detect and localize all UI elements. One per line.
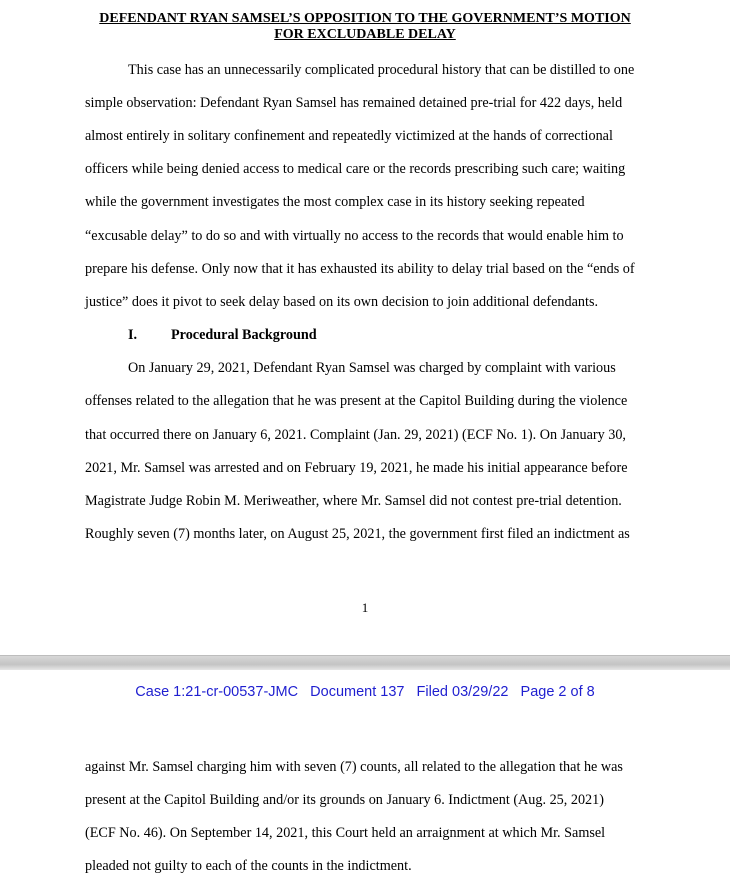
- paragraph-line: 2021, Mr. Samsel was arrested and on February 19, 2021, he made his initial appearance before: [85, 460, 628, 476]
- paragraph-line: justice” does it pivot to seek delay based on its own decision to join additional defendants.: [85, 294, 599, 310]
- page-number: 1: [361, 600, 369, 615]
- document-title-line-2: FOR EXCLUDABLE DELAY: [274, 27, 456, 42]
- paragraph-line: almost entirely in solitary confinement and repeatedly victimized at the hands of correctional: [85, 128, 613, 144]
- paragraph-line: prepare his defense. Only now that it has exhausted its ability to delay trial based on the “ends of: [85, 261, 635, 277]
- document-title-line-1: DEFENDANT RYAN SAMSEL’S OPPOSITION TO THE GOVERNMENT’S MOTION: [99, 11, 631, 26]
- paragraph-line: simple observation: Defendant Ryan Samsel has remained detained pre-trial for 422 days, held: [85, 95, 623, 111]
- paragraph-line: Magistrate Judge Robin M. Meriweather, where Mr. Samsel did not contest pre-trial detention.: [85, 493, 622, 509]
- case-header: Case 1:21-cr-00537-JMC Document 137 Filed 03/29/22 Page 2 of 8: [135, 684, 595, 700]
- paragraph-line: pleaded not guilty to each of the counts in the indictment.: [85, 858, 412, 874]
- paragraph-line: while the government investigates the most complex case in its history seeking repeated: [85, 194, 585, 210]
- page-separator: [0, 655, 730, 670]
- section-heading: Procedural Background: [171, 327, 317, 343]
- paragraph-line: “excusable delay” to do so and with virtually no access to the records that would enable him to: [85, 228, 624, 244]
- section-number: I.: [128, 327, 138, 343]
- paragraph-line: This case has an unnecessarily complicated procedural history that can be distilled to one: [128, 62, 635, 78]
- paragraph-line: present at the Capitol Building and/or its grounds on January 6. Indictment (Aug. 25, 2021): [85, 792, 604, 808]
- paragraph-line: offenses related to the allegation that he was present at the Capitol Building during the violence: [85, 393, 628, 409]
- paragraph-line: against Mr. Samsel charging him with seven (7) counts, all related to the allegation that he was: [85, 759, 623, 775]
- paragraph-line: officers while being denied access to medical care or the records prescribing such care; waiting: [85, 161, 626, 177]
- paragraph-line: On January 29, 2021, Defendant Ryan Samsel was charged by complaint with various: [128, 360, 616, 376]
- paragraph-line: Roughly seven (7) months later, on August 25, 2021, the government first filed an indictment as: [85, 526, 630, 542]
- paragraph-line: that occurred there on January 6, 2021. Complaint (Jan. 29, 2021) (ECF No. 1). On January 30,: [85, 427, 626, 443]
- paragraph-line: (ECF No. 46). On September 14, 2021, this Court held an arraignment at which Mr. Samsel: [85, 825, 606, 841]
